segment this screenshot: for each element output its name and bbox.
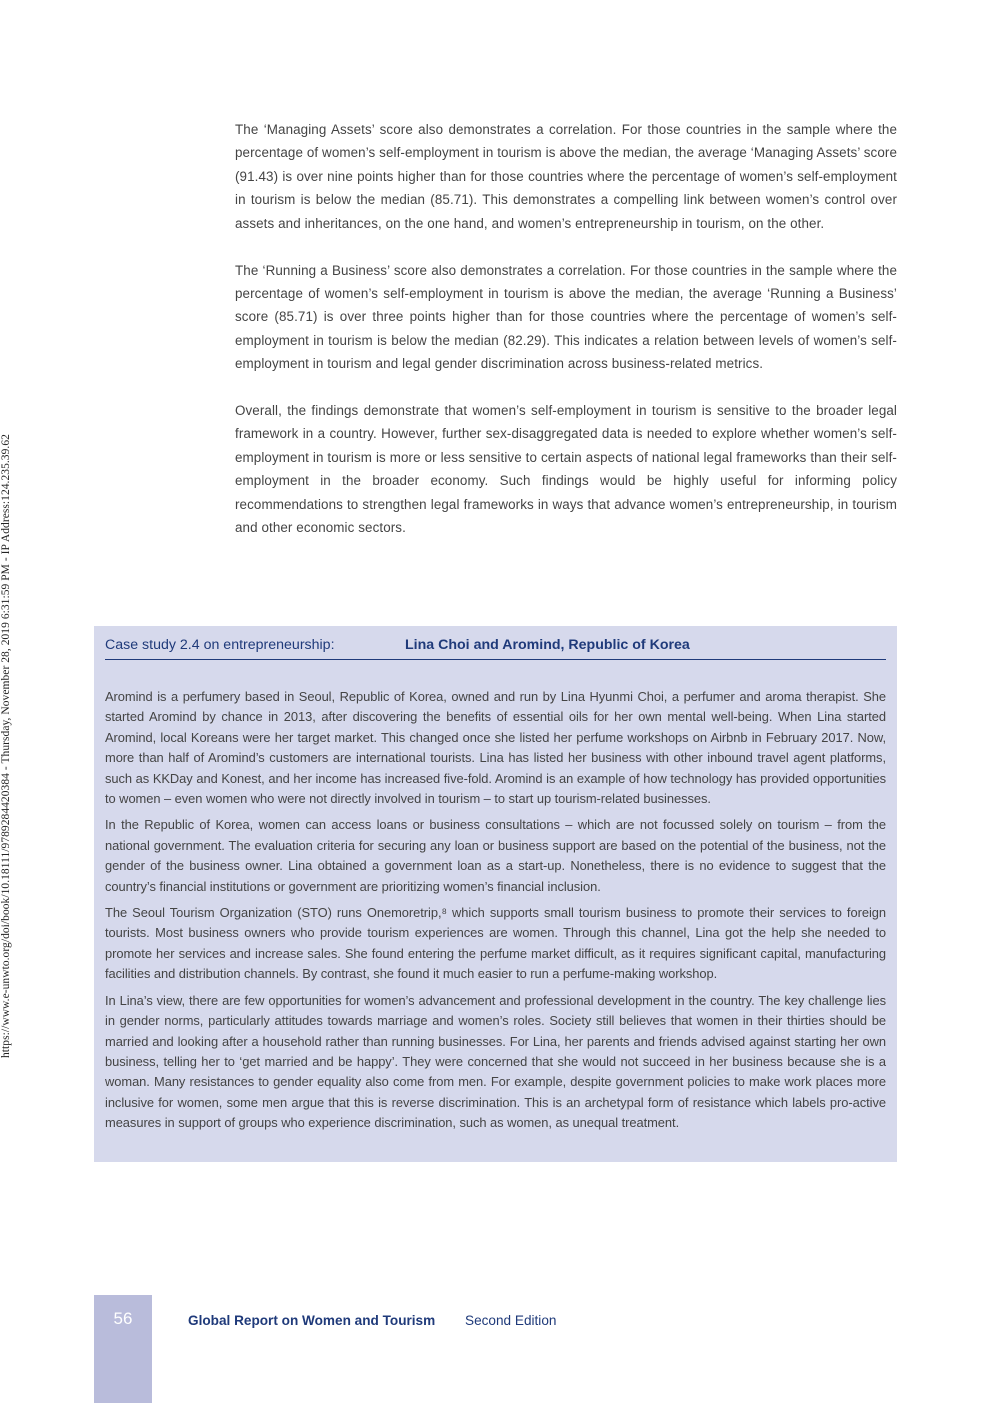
side-url-watermark: https://www.e-unwto.org/doi/book/10.18111/9789284420384 - Thursday, November 28, 2019 6:31:59 PM - IP Address:124.235.39.62 <box>0 434 12 1058</box>
body-paragraph: The ‘Running a Business’ score also demonstrates a correlation. For those countries in the sample where the percentage of women’s self-employment in tourism is above the median, the average ‘Running a Business’ score (85.71) is over three points higher than for those countries where the percentage of women’s self-employment in tourism is below the median (82.29). This indicates a relation between levels of women’s self-employment in tourism and legal gender discrimination across business-related metrics. <box>235 262 897 372</box>
body-paragraph: The ‘Managing Assets’ score also demonstrates a correlation. For those countries in the sample where the percentage of women’s self-employment in tourism is above the median, the average ‘Managing Assets’ score (91.43) is over nine points higher than for those countries where the percentage of women’s self-employment in tourism is below the median (85.71). This demonstrates a compelling link between women’s control over assets and inheritances, on the one hand, and women’s entrepreneurship in tourism, on the other. <box>235 122 897 231</box>
footer-title: Global Report on Women and Tourism <box>188 1313 436 1328</box>
page-number: 56 <box>113 1309 133 1328</box>
footer-edition: Second Edition <box>465 1313 557 1328</box>
case-study-body <box>105 687 886 1134</box>
page-number-tab <box>94 1295 152 1403</box>
case-study-paragraph: In Lina’s view, there are few opportunities for women’s advancement and professional development in the country. The key challenge lies in gender norms, particularly attitudes towards marriage and women’s roles. Society still believes that women in their thirties should be married and looking after a household rather than running businesses. For Lina, her parents and friends advised against starting her own business, telling her to ‘get married and be happy’. They were concerned that she would not succeed in her business because she is a woman. Many resistances to gender equality also come from men. For example, despite government policies to make work places more inclusive for women, some men argue that this is reverse discrimination. This is an archetypal form of resistance which labels pro-active measures in support of groups who experience discrimination, such as women, as unequal treatment. <box>105 992 886 1131</box>
body-paragraph: Overall, the findings demonstrate that women’s self-employment in tourism is sensitive to the broader legal framework in a country. However, further sex-disaggregated data is needed to explore whether women’s self-employment in tourism is more or less sensitive to certain aspects of national legal frameworks than their self-employment in the broader economy. Such findings would be highly useful for informing policy recommendations to strengthen legal frameworks in ways that advance women’s entrepreneurship, in tourism and other economic sectors. <box>235 403 897 536</box>
case-study-title: Lina Choi and Aromind, Republic of Korea <box>405 637 690 653</box>
case-study-paragraph: Aromind is a perfumery based in Seoul, Republic of Korea, owned and run by Lina Hyunmi Choi, a perfumer and aroma therapist. She started Aromind by chance in 2013, after discovering the benefits of essential oils for her own mental well-being. When Lina started Aromind, local Koreans were her target market. This changed once she listed her perfume workshops on Airbnb in February 2017. Now, more than half of Aromind’s customers are international tourists. Lina has listed her business with other inbound travel agent platforms, such as KKDay and Konest, and her income has increased five-fold. Aromind is an example of how technology has provided opportunities to women – even women who were not directly involved in tourism – to start up tourism-related businesses. <box>105 689 886 807</box>
case-study-label: Case study 2.4 on entrepreneurship: <box>105 637 335 653</box>
case-study-header <box>105 634 886 660</box>
case-study-paragraph: In the Republic of Korea, women can access loans or business consultations – which are not focussed solely on tourism – from the national government. The evaluation criteria for securing any loan or business support are based on the potential of the business, not the gender of the business owner. Lina obtained a government loan as a start-up. Nonetheless, there is no evidence to suggest that the country’s financial institutions or government are prioritizing women’s financial inclusion. <box>105 817 886 894</box>
body-text <box>235 118 897 563</box>
case-study-box <box>94 626 897 1162</box>
case-study-paragraph: The Seoul Tourism Organization (STO) runs Onemoretrip,⁸ which supports small tourism business to promote their services to foreign tourists. Most business owners who provide tourism experiences are women. Through this channel, Lina got the help she needed to promote her services and increase sales. She found entering the perfume market difficult, as it requires significant capital, manufacturing facilities and distribution channels. By contrast, she found it much easier to run a perfume-making workshop. <box>105 905 886 982</box>
